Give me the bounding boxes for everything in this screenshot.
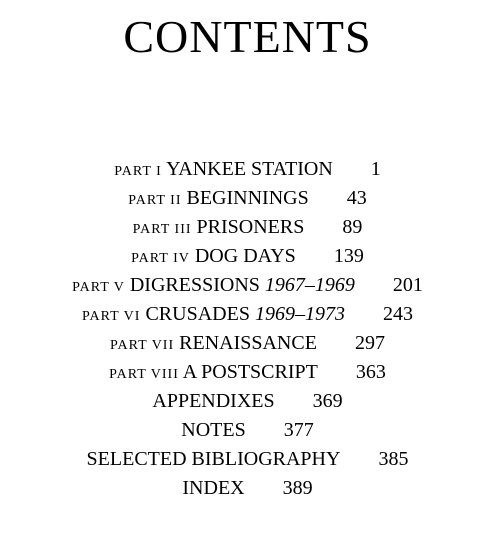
page-number: 297 xyxy=(354,332,385,354)
part-label: PART V xyxy=(72,280,125,295)
page-number: 377 xyxy=(283,419,314,441)
toc-entry-part-8 xyxy=(0,358,495,387)
entry-title: CRUSADES xyxy=(145,303,250,325)
page-number: 385 xyxy=(378,448,409,470)
part-label: PART IV xyxy=(131,251,190,266)
entry-title: APPENDIXES xyxy=(152,390,275,412)
entry-title: NOTES xyxy=(181,419,246,441)
toc-entry-bibliography xyxy=(0,445,495,474)
entry-title: DIGRESSIONS xyxy=(129,274,260,296)
entry-title: DOG DAYS xyxy=(194,245,296,267)
page-number: 201 xyxy=(392,274,423,296)
page-number: 363 xyxy=(355,361,386,383)
page-number: 1 xyxy=(370,158,381,180)
toc-entry-index xyxy=(0,474,495,503)
entry-title: SELECTED BIBLIOGRAPHY xyxy=(86,448,341,470)
toc-entry-part-6 xyxy=(0,300,495,329)
part-label: PART I xyxy=(114,164,162,179)
entry-title: INDEX xyxy=(182,477,245,499)
page-title: CONTENTS xyxy=(123,11,372,62)
page-number: 369 xyxy=(312,390,343,412)
toc-entry-part-5 xyxy=(0,271,495,300)
entry-years: 1967–1969 xyxy=(264,274,355,296)
entry-years: 1969–1973 xyxy=(254,303,345,325)
toc-entry-appendixes xyxy=(0,387,495,416)
toc-entry-part-3 xyxy=(0,213,495,242)
part-label: PART III xyxy=(132,222,192,237)
toc-entry-part-4 xyxy=(0,242,495,271)
page-number: 389 xyxy=(282,477,313,499)
part-label: PART II xyxy=(128,193,182,208)
entry-title: YANKEE STATION xyxy=(166,158,333,180)
page-number: 89 xyxy=(342,216,363,238)
entry-title: A POSTSCRIPT xyxy=(182,361,318,383)
page-number: 139 xyxy=(333,245,364,267)
part-label: PART VI xyxy=(82,309,141,324)
toc-entry-part-2 xyxy=(0,184,495,213)
entry-title: PRISONERS xyxy=(196,216,305,238)
entry-title: RENAISSANCE xyxy=(179,332,317,354)
part-label: PART VIII xyxy=(109,367,179,382)
table-of-contents xyxy=(0,155,495,503)
page-number: 243 xyxy=(382,303,413,325)
entry-title: BEGINNINGS xyxy=(186,187,309,209)
toc-entry-notes xyxy=(0,416,495,445)
page-number: 43 xyxy=(346,187,367,209)
part-label: PART VII xyxy=(110,338,175,353)
toc-entry-part-7 xyxy=(0,329,495,358)
toc-entry-part-1 xyxy=(0,155,495,184)
